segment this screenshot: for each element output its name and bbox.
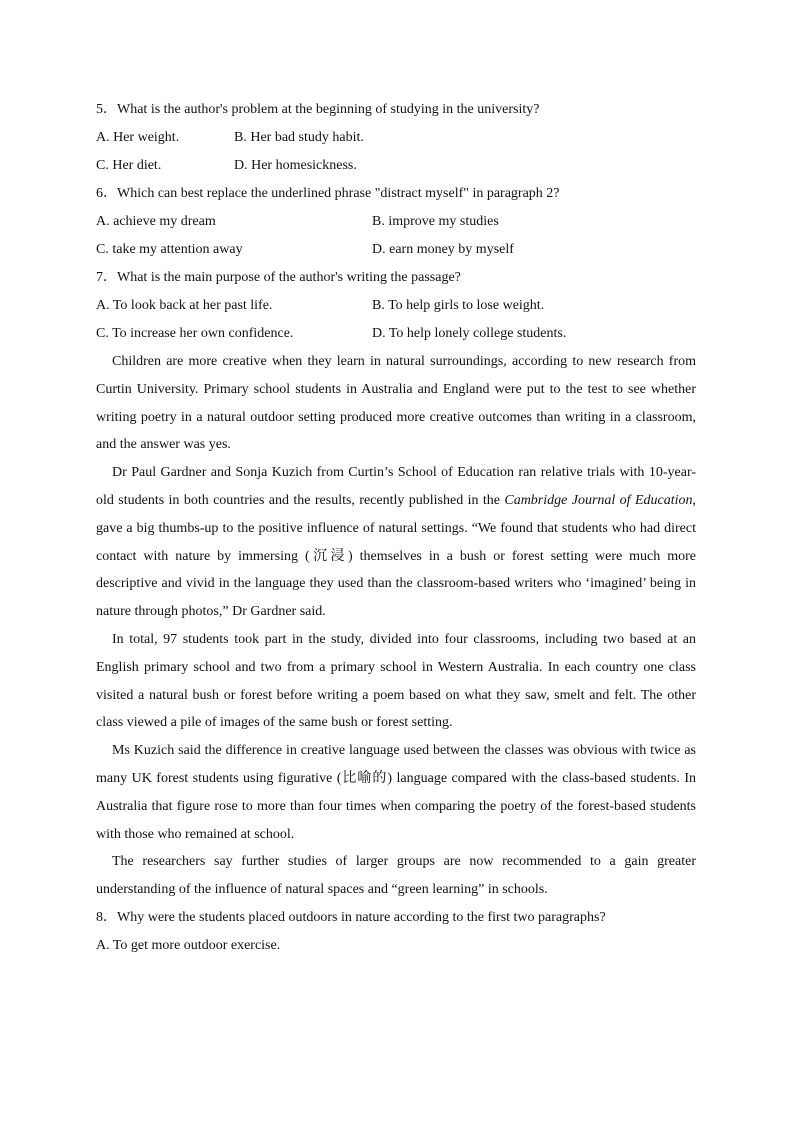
- question-6-options-row-1: [96, 208, 696, 236]
- question-5-option-d: D. Her homesickness.: [234, 158, 357, 173]
- question-7-option-d: D. To help lonely college students.: [372, 326, 567, 341]
- document-page: [96, 96, 696, 960]
- question-5-stem: 5．What is the author's problem at the beginning of studying in the university?: [96, 102, 540, 117]
- question-6-stem: 6．Which can best replace the underlined phrase "distract myself" in paragraph 2?: [96, 186, 560, 201]
- question-8-stem: 8．Why were the students placed outdoors in nature according to the first two paragraphs?: [96, 909, 606, 925]
- question-5-option-a: A. Her weight.: [96, 130, 180, 145]
- question-8-option-a: A. To get more outdoor exercise.: [96, 937, 281, 953]
- question-7-options-row-1: [96, 292, 696, 320]
- passage-paragraph-5: The researchers say further studies of larger groups are now recommended to a gain greater understanding of the influence of natural spaces and “green learning” in schools.: [96, 854, 696, 898]
- question-6-options-row-2: [96, 236, 696, 264]
- question-6-option-d: D. earn money by myself: [372, 242, 514, 257]
- question-7-stem: 7．What is the main purpose of the author's writing the passage?: [96, 270, 461, 285]
- question-5-option-c: C. Her diet.: [96, 158, 162, 173]
- question-7-option-a: A. To look back at her past life.: [96, 298, 273, 313]
- passage-paragraph-2: [96, 459, 696, 626]
- question-5-options-row-1: [96, 124, 696, 152]
- passage-paragraph-4: Ms Kuzich said the difference in creative language used between the classes was obvious with twice as many UK forest students using figurative (比喻的) language compared with the class-based students. In Australia that figure rose to more than four times when comparing the poetry of the forest-based students with those who remained at school.: [96, 743, 696, 842]
- passage-paragraph-3: In total, 97 students took part in the study, divided into four classrooms, including two based at an English primary school and two from a primary school in Western Australia. In each country one class visited a natural bush or forest before writing a poem based on what they saw, smelt and felt. The other class viewed a pile of images of the same bush or forest setting.: [96, 631, 696, 731]
- question-6-option-c: C. take my attention away: [96, 242, 243, 257]
- question-7-option-b: B. To help girls to lose weight.: [372, 298, 545, 313]
- question-7-option-c: C. To increase her own confidence.: [96, 326, 294, 341]
- journal-title: Cambridge Journal of Education: [504, 492, 693, 508]
- question-7-options-row-2: [96, 320, 696, 348]
- passage-paragraph-2-rest: , gave a big thumbs-up to the positive influence of natural settings. “We found that students who had direct contact with nature by immersing (沉浸) themselves in a bush or forest setting were much more descriptive and vivid in the language they used than the classroom-based writers who ‘imagined’ being in nature through photos,” Dr Gardner said.: [96, 492, 696, 620]
- question-5-options-row-2: [96, 152, 696, 180]
- question-5-option-b: B. Her bad study habit.: [234, 130, 364, 145]
- passage-paragraph-2-lead: Dr Paul Gardner and Sonja Kuzich from Curtin’s School of Education ran relative trials with 10-year-old students in both countries and the results, recently published in the: [96, 465, 696, 508]
- question-6-option-b: B. improve my studies: [372, 214, 499, 229]
- question-6-option-a: A. achieve my dream: [96, 214, 216, 229]
- passage-paragraph-1: Children are more creative when they learn in natural surroundings, according to new research from Curtin University. Primary school students in Australia and England were put to the test to see whether writing poetry in a natural outdoor setting produced more creative outcomes than writing in a classroom, and the answer was yes.: [96, 354, 696, 453]
